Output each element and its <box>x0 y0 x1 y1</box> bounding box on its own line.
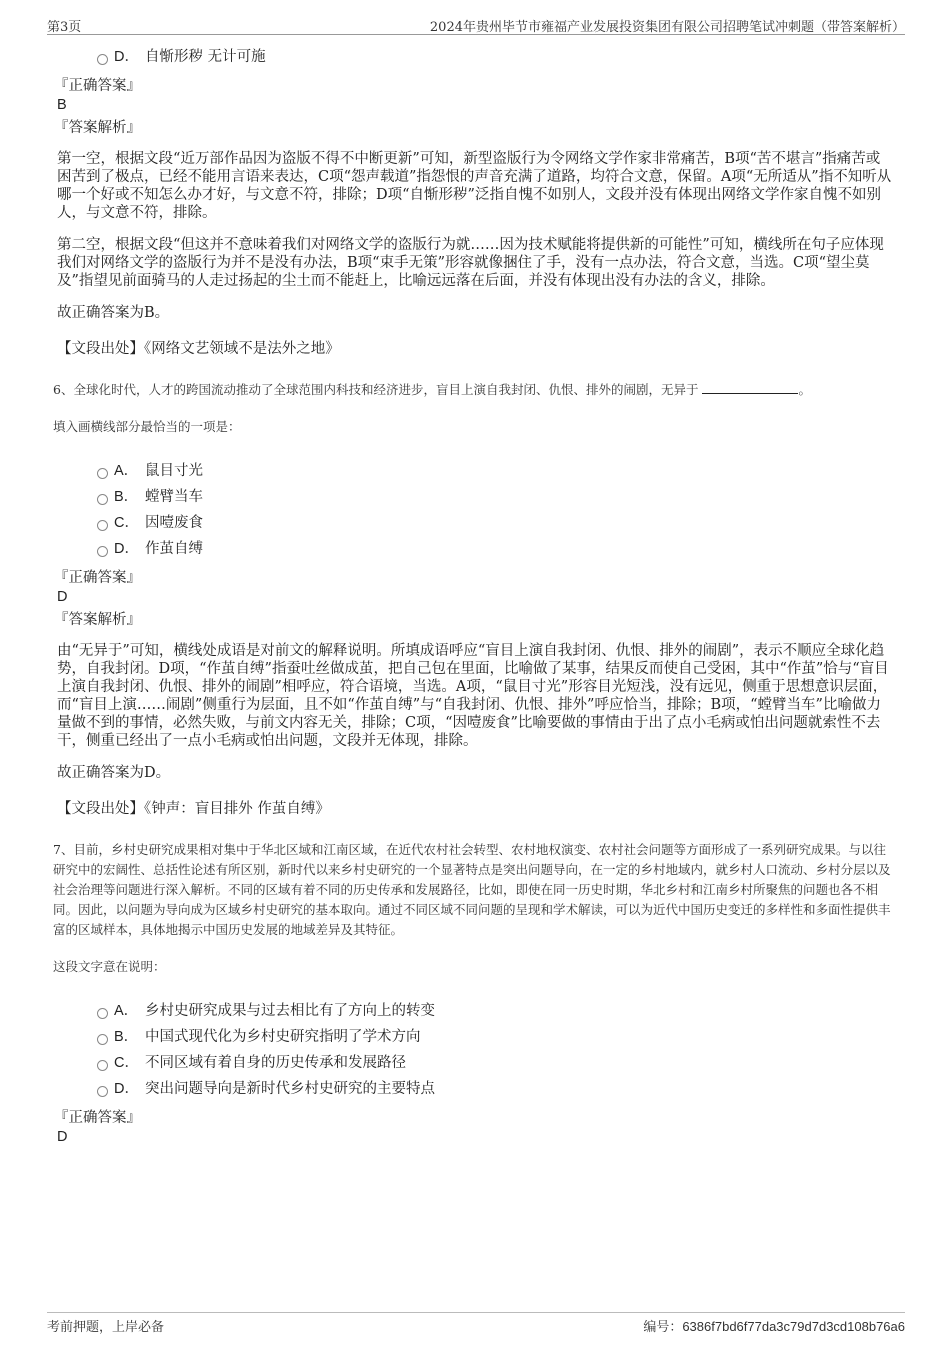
option-letter: D． <box>114 49 139 65</box>
q5-analysis-para-2: 第二空，根据文段“但这并不意味着我们对网络文学的盗版行为就……因为技术赋能将提供新的可能性”可知，横线所在句子应体现我们对网络文学的盗版行为并不是没有办法，B项“束手无策”形容就像捆住了手，没有一点办法，符合文意，当选。C项“望尘莫及”指望见前面骑马的人走过扬起的尘土而不能赶上，比喻远远落在后面，并没有体现出没有办法的含义，排除。 <box>57 237 884 289</box>
option-letter: D． <box>114 541 139 557</box>
radio-icon[interactable] <box>97 54 108 65</box>
footer-slogan: 考前押题，上岸必备 <box>47 1320 165 1335</box>
q5-answer: B <box>57 97 67 113</box>
option-text: 螳臂当车 <box>145 489 203 505</box>
q5-option-d[interactable] <box>57 44 892 70</box>
radio-icon[interactable] <box>97 1060 108 1071</box>
option-text: 中国式现代化为乡村史研究指明了学术方向 <box>145 1029 421 1045</box>
q7-stem: 7、目前，乡村史研究成果相对集中于华北区域和江南区域，在近代农村社会转型、农村地权演变、农村社会问题等方面形成了一系列研究成果。与以往研究中的宏阔性、总括性论述有所区别，新时代以来乡村史研究的一个显著特点是突出问题导向，在一定的乡村地域内，就乡村人口流动、乡村分层以及社会治理等问题进行深入解析。不同的区域有着不同的历史传承和发展路径，比如，即使在同一历史时期，华北乡村和江南乡村所聚焦的问题也各不相同。因此，以问题为导向成为区域乡村史研究的基本取向。通过不同区域不同问题的呈现和学术解读，可以为近代中国历史变迁的多样性和多面性提供丰富的区域样本，具体地揭示中国历史发展的地域差异及其特征。 <box>53 842 891 937</box>
page-number: 第3页 <box>47 20 82 35</box>
radio-icon[interactable] <box>97 1086 108 1097</box>
page-header <box>47 14 905 35</box>
q6-option-b[interactable] <box>57 484 892 510</box>
option-text: 乡村史研究成果与过去相比有了方向上的转变 <box>145 1003 435 1019</box>
option-text: 作茧自缚 <box>145 541 203 557</box>
option-letter: C． <box>114 1055 139 1071</box>
option-text: 鼠目寸光 <box>145 463 203 479</box>
option-text: 突出问题导向是新时代乡村史研究的主要特点 <box>145 1081 435 1097</box>
radio-icon[interactable] <box>97 494 108 505</box>
q6-option-d[interactable] <box>57 536 892 562</box>
document-title: 2024年贵州毕节市雍福产业发展投资集团有限公司招聘笔试冲刺题（带答案解析） <box>429 20 905 35</box>
q6-answer: D <box>57 589 68 605</box>
radio-icon[interactable] <box>97 520 108 531</box>
option-text: 因噎废食 <box>145 515 203 531</box>
option-letter: B． <box>114 489 139 505</box>
radio-icon[interactable] <box>97 1034 108 1045</box>
option-text: 不同区域有着自身的历史传承和发展路径 <box>145 1055 406 1071</box>
option-letter: C． <box>114 515 139 531</box>
option-text: 自惭形秽 无计可施 <box>145 49 266 65</box>
q5-analysis-label: 『答案解析』 <box>54 120 141 136</box>
document-id: 编号：6386f7bd6f77da3c79d7d3cd108b76a6 <box>643 1319 905 1334</box>
radio-icon[interactable] <box>97 546 108 557</box>
q6-option-c[interactable] <box>57 510 892 536</box>
fill-blank <box>702 381 798 394</box>
q5-answer-label: 『正确答案』 <box>54 78 141 94</box>
q6-answer-label: 『正确答案』 <box>54 570 141 586</box>
option-letter: A． <box>114 463 139 479</box>
q6-prompt: 填入画横线部分最恰当的一项是： <box>53 419 241 434</box>
page-content <box>53 44 892 1150</box>
q5-source: 【文段出处】《网络文艺领域不是法外之地》 <box>57 341 340 357</box>
q5-analysis-para-1: 第一空，根据文段“近万部作品因为盗版不得不中断更新”可知，新型盗版行为令网络文学作家非常痛苦，B项“苦不堪言”指痛苦或困苦到了极点，已经不能用言语来表达，C项“怨声载道”指怨恨的声音充满了道路，均符合文意，保留。A项“无所适从”指不知听从哪一个好或不知怎么办才好，与文意不符，排除；D项“自惭形秽”泛指自愧不如别人，文段并没有体现出网络文学作家自愧不如别人，与文意不符，排除。 <box>57 151 892 221</box>
option-letter: B． <box>114 1029 139 1045</box>
q6-stem <box>53 380 892 400</box>
q6-conclusion: 故正确答案为D。 <box>57 765 171 781</box>
q7-answer-label: 『正确答案』 <box>54 1110 141 1126</box>
q7-option-c[interactable] <box>57 1050 892 1076</box>
q6-analysis-para: 由“无异于”可知，横线处成语是对前文的解释说明。所填成语呼应“盲目上演自我封闭、仇恨、排外的闹剧”，表示不顺应全球化趋势，自我封闭。D项，“作茧自缚”指蚕吐丝做成茧，把自己包在里面，比喻做了某事，结果反而使自己受困，其中“作茧”恰与“盲目上演自我封闭、仇恨、排外的闹剧”相呼应，符合语境，当选。A项，“鼠目寸光”形容目光短浅，没有远见，侧重于思想意识层面，而“盲目上演……闹剧”侧重行为层面，且不如“作茧自缚”与“自我封闭、仇恨、排外”呼应恰当，排除；B项，“螳臂当车”比喻做力量做不到的事情，必然失败，与前文内容无关，排除；C项，“因噎废食”比喻要做的事情由于出了点小毛病或怕出问题就索性不去干，侧重已经出了一点小毛病或怕出问题，文段并无体现，排除。 <box>57 643 889 749</box>
radio-icon[interactable] <box>97 1008 108 1019</box>
page-footer <box>47 1312 905 1335</box>
option-letter: D． <box>114 1081 139 1097</box>
q5-conclusion: 故正确答案为B。 <box>57 305 170 321</box>
q7-option-a[interactable] <box>57 998 892 1024</box>
q7-answer: D <box>57 1129 68 1145</box>
q7-option-b[interactable] <box>57 1024 892 1050</box>
option-letter: A． <box>114 1003 139 1019</box>
q7-option-d[interactable] <box>57 1076 892 1102</box>
q7-prompt: 这段文字意在说明： <box>53 959 166 974</box>
q6-stem-end: 。 <box>798 382 811 397</box>
q6-analysis-label: 『答案解析』 <box>54 612 141 628</box>
q6-option-a[interactable] <box>57 458 892 484</box>
radio-icon[interactable] <box>97 468 108 479</box>
q6-stem-text: 6、全球化时代，人才的跨国流动推动了全球范围内科技和经济进步，盲目上演自我封闭、仇恨、排外的闹剧，无异于 <box>53 382 699 397</box>
q6-source: 【文段出处】《钟声：盲目排外 作茧自缚》 <box>57 801 330 817</box>
